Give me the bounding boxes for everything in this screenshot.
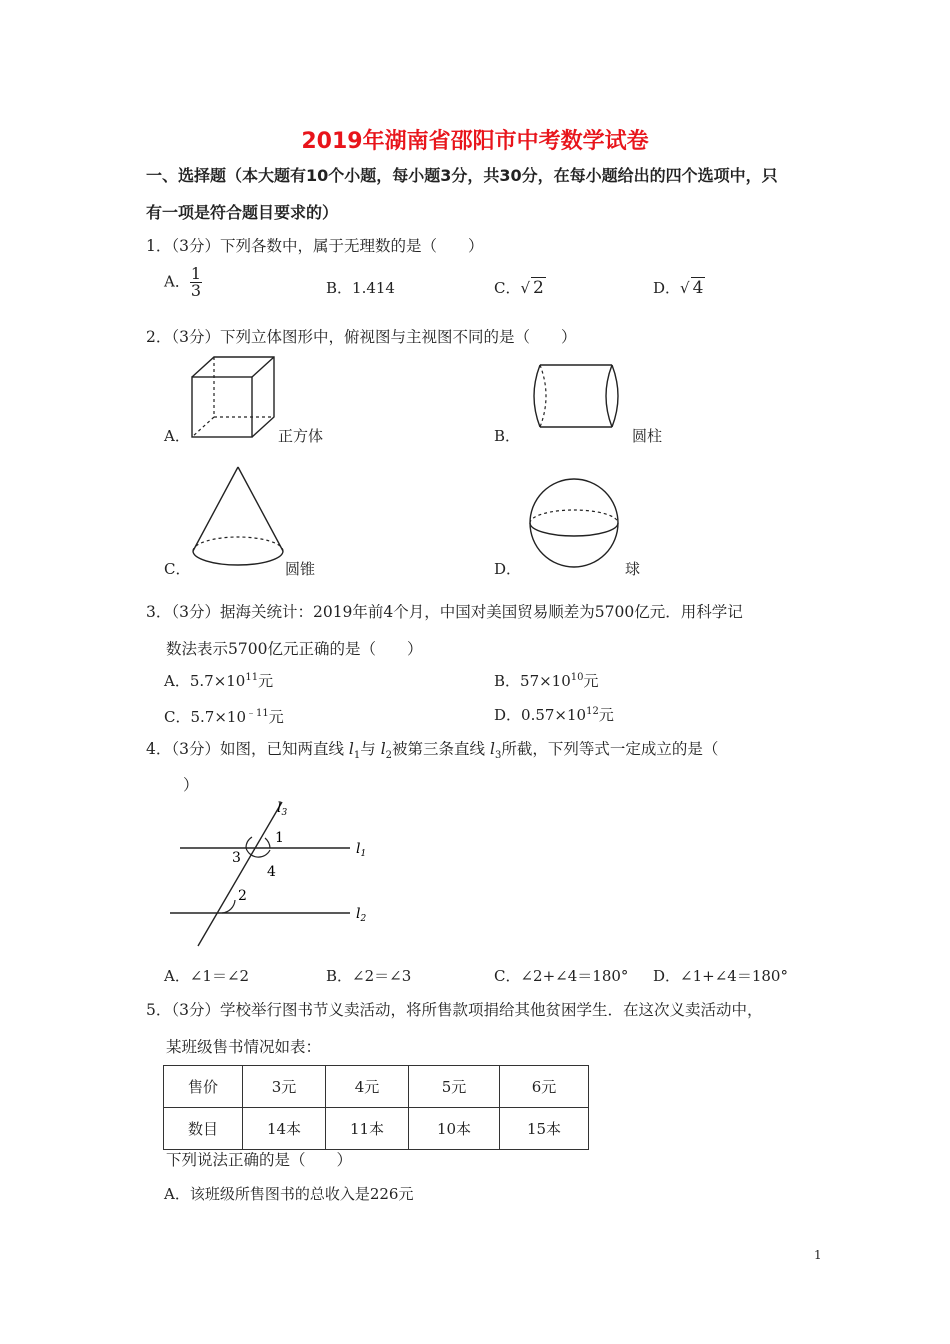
table-cell: 售价 [164, 1066, 243, 1108]
q1-option-d [653, 277, 705, 298]
page-number: 1 [814, 1248, 822, 1262]
q4-stem-part: 4．（3分）如图，已知两直线 [146, 740, 349, 758]
cone-figure [190, 465, 290, 575]
q2-b-label: B． [494, 427, 521, 445]
q2-d-name: 球 [625, 560, 641, 578]
line-symbol: l [489, 740, 495, 758]
fraction-numerator: 1 [190, 264, 202, 283]
q3-option-d [494, 704, 614, 725]
q2-stem: 2．（3分）下列立体图形中，俯视图与主视图不同的是（ ） [146, 328, 577, 346]
radicand: 4 [692, 278, 704, 298]
q1-option-b: B．1.414 [326, 279, 395, 297]
q3-d-base: D．0.57×10 [494, 706, 587, 724]
q2-a-label: A． [164, 427, 190, 445]
table-row [164, 1066, 589, 1108]
fraction-denominator: 3 [190, 281, 202, 300]
q4-stem-line2: ） [183, 776, 199, 794]
table-cell: 3元 [243, 1066, 326, 1108]
radical-sign-icon: √ [520, 279, 531, 297]
q2-c-label: C． [164, 560, 191, 578]
q4-stem-part: 与 [360, 740, 381, 758]
q2-d-label: D． [494, 560, 522, 578]
line-symbol: l [380, 740, 386, 758]
q5-stem-line2: 某班级售书情况如表： [166, 1038, 322, 1056]
q1-c-label: C． [494, 279, 521, 297]
table-cell: 6元 [500, 1066, 589, 1108]
q3-option-c [164, 704, 284, 727]
q3-d-exponent: 12 [586, 706, 599, 717]
q3-a-unit: 元 [258, 672, 274, 690]
sales-table [163, 1065, 589, 1150]
q1-stem: 1．（3分）下列各数中，属于无理数的是（ ） [146, 237, 484, 255]
table-cell: 数目 [164, 1108, 243, 1150]
cube-figure [190, 355, 280, 440]
q4-stem-part: 被第三条直线 [392, 740, 490, 758]
q4-stem-line1 [146, 737, 718, 761]
q3-b-exponent: 10 [570, 672, 584, 683]
label-l1: $l_1$ [356, 841, 367, 859]
q1-option-c [494, 277, 546, 298]
line-subscript: 1 [353, 750, 361, 762]
line-subscript: 3 [494, 750, 502, 762]
q4-option-b: B．∠2＝∠3 [326, 967, 412, 985]
table-cell: 10本 [409, 1108, 500, 1150]
q3-stem-line2: 数法表示5700亿元正确的是（ ） [166, 640, 423, 658]
q3-a-exponent: 11 [245, 672, 259, 683]
q4-option-a: A．∠1＝∠2 [164, 967, 250, 985]
q3-option-a [164, 670, 273, 691]
fraction [190, 266, 202, 299]
q5-prompt: 下列说法正确的是（ ） [166, 1151, 353, 1169]
q1-option-a [164, 266, 202, 299]
label-l3: $l_3$ [277, 800, 288, 818]
angle-label-1: 1 [275, 830, 284, 846]
angle-label-2: 2 [238, 888, 247, 904]
radicand: 2 [533, 278, 544, 298]
q5-stem-line1: 5．（3分）学校举行图书节义卖活动，将所售款项捐给其他贫困学生．在这次义卖活动中， [146, 1001, 763, 1019]
q3-option-b [494, 670, 599, 691]
table-cell: 14本 [243, 1108, 326, 1150]
q2-b-name: 圆柱 [632, 427, 663, 445]
page-title: 2019年湖南省邵阳市中考数学试卷 [301, 129, 649, 154]
label-l2: $l_2$ [356, 906, 367, 924]
q4-option-c: C．∠2+∠4＝180° [494, 967, 629, 985]
parallel-lines-figure [170, 800, 390, 950]
angle-label-3: 3 [232, 850, 241, 866]
q3-d-unit: 元 [598, 706, 614, 724]
q3-c-unit: 元 [268, 708, 284, 726]
table-cell: 11本 [326, 1108, 409, 1150]
sphere-figure [527, 478, 623, 570]
q2-a-name: 正方体 [278, 427, 324, 445]
q2-c-name: 圆锥 [285, 560, 316, 578]
q3-stem-line1: 3．（3分）据海关统计：2019年前4个月，中国对美国贸易顺差为5700亿元．用科学记 [146, 603, 743, 621]
radical-sign-icon: √ [680, 279, 690, 297]
q4-option-d: D．∠1+∠4＝180° [653, 967, 788, 985]
section-heading-line1: 一、选择题（本大题有10个小题，每小题3分，共30分，在每小题给出的四个选项中，只 [146, 166, 778, 185]
q3-c-base: C．5.7×10 [164, 708, 246, 726]
q4-stem-part: 所截，下列等式一定成立的是（ [501, 740, 719, 758]
line-subscript: 2 [385, 750, 393, 762]
q3-a-base: A．5.7×10 [164, 672, 246, 690]
q1-a-label: A． [164, 272, 190, 291]
section-heading-line2: 有一项是符合题目要求的） [146, 203, 339, 222]
q1-d-label: D． [653, 279, 681, 297]
cylinder-figure [530, 362, 626, 432]
table-cell: 5元 [409, 1066, 500, 1108]
angle-label-4: 4 [267, 864, 276, 880]
table-row [164, 1108, 589, 1150]
table-cell: 4元 [326, 1066, 409, 1108]
q3-c-exponent: ﹣11 [246, 708, 269, 719]
q3-b-base: B．57×10 [494, 672, 571, 690]
line-symbol: l [348, 740, 354, 758]
q3-b-unit: 元 [583, 672, 599, 690]
table-cell: 15本 [500, 1108, 589, 1150]
q5-option-a: A．该班级所售图书的总收入是226元 [164, 1185, 414, 1203]
